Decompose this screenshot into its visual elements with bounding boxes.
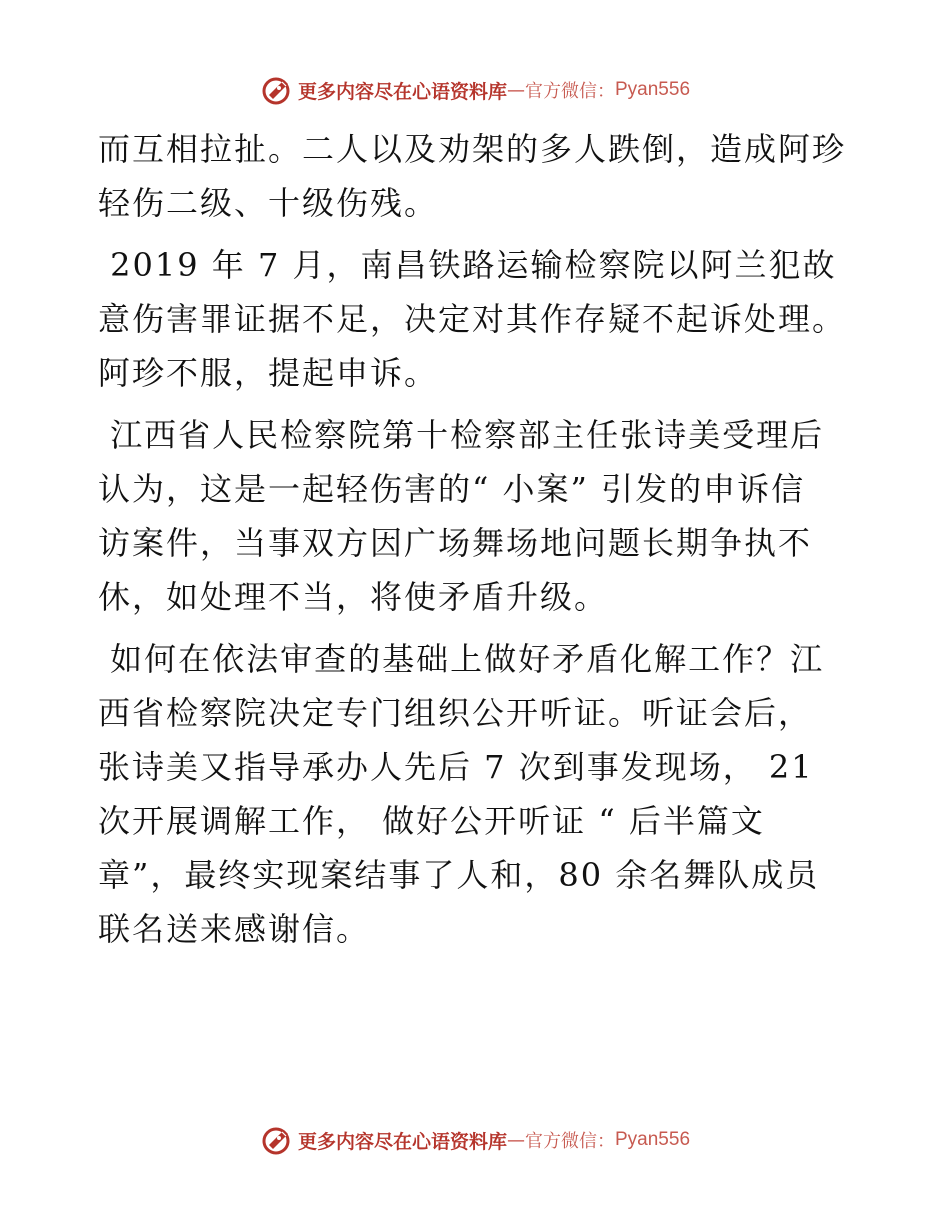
footer-banner <box>0 1120 950 1160</box>
pen-nib-logo-icon <box>260 73 294 107</box>
document-body <box>98 122 858 964</box>
paragraph-1: 而互相拉扯。二人以及劝架的多人跌倒，造成阿珍 轻伤二级、十级伤残。 <box>98 130 847 222</box>
paragraph-4: 如何在依法审查的基础上做好矛盾化解工作？江 西省检察院决定专门组织公开听证。听证会后， 张诗美又指导承办人先后 7 次到事发现场， 21 次开展调解工作， 做好公开听证 “ 后半篇文 章”，最终实现案结事了人和，80 余名舞队成员 联名送来感谢信。 <box>98 640 825 948</box>
banner-separator: — <box>507 79 525 101</box>
brand-text: 更多内容尽在心语资料库 <box>297 1130 507 1153</box>
paragraph-3: 江西省人民检察院第十检察部主任张诗美受理后 认为，这是一起轻伤害的“ 小案” 引发的申诉信 访案件，当事双方因广场舞场地问题长期争执不 休，如处理不当，将使矛盾升级。 <box>98 416 825 616</box>
wechat-id: Pyan556 <box>615 1129 691 1150</box>
banner-separator: — <box>507 1129 525 1151</box>
paragraph-2: 2019 年 7 月，南昌铁路运输检察院以阿兰犯故 意伤害罪证据不足，决定对其作存疑不起诉处理。 阿珍不服，提起申诉。 <box>98 246 847 392</box>
wechat-id: Pyan556 <box>615 79 691 100</box>
pen-nib-logo-icon <box>260 1123 294 1157</box>
header-banner <box>0 70 950 110</box>
wechat-label: 官方微信： <box>525 81 615 102</box>
wechat-label: 官方微信： <box>525 1131 615 1152</box>
brand-text: 更多内容尽在心语资料库 <box>297 80 507 103</box>
